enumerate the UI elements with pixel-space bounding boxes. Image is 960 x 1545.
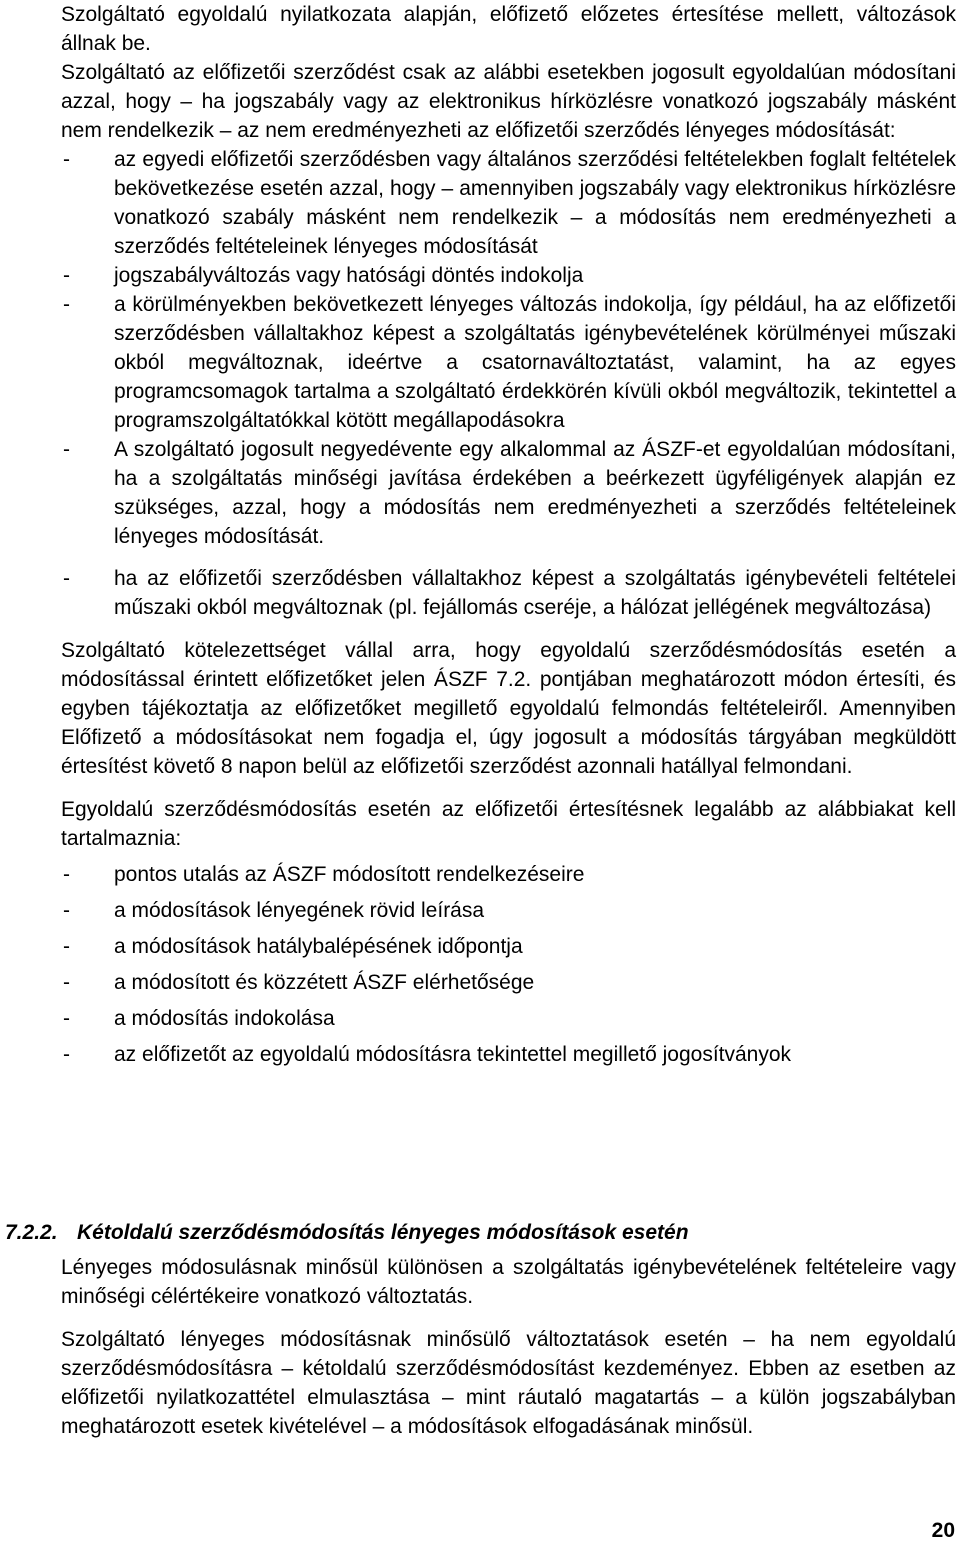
notice-intro: Egyoldalú szerződésmódosítás esetén az előfizetői értesítésnek legalább az alábbiakat kell tartalmaznia: — [61, 798, 956, 850]
list-item: - ha az előfizetői szerződésben vállaltakhoz képest a szolgáltatás igénybevételi feltételei műszaki okból megváltoznak (pl. fejállomás cseréje, a hálózat jellégének megváltozása) — [61, 564, 956, 622]
obligation-paragraph: Szolgáltató kötelezettséget vállal arra, hogy egyoldalú szerződésmódosítás esetén a módosítással érintett előfizetőket jelen ÁSZF 7.2. pontjában meghatározott módon értesíti, és egyben tájékoztatja az előfizetőket megillető egyoldalú felmondás feltételeiről. Amennyiben Előfizető a módosításokat nem fogadja el, úgy jogosult a módosítás tárgyában megküldött értesítést követő 8 napon belül az előfizetői szerződést azonnali hatállyal felmondani. — [61, 639, 956, 778]
list-item: - az egyedi előfizetői szerződésben vagy általános szerződési feltételekben foglalt feltételek bekövetkezése esetén azzal, hogy – amennyiben jogszabály vagy elektronikus hírközlésre vonatkozó szabály másként nem rendelkezik – a módosítás nem eredményezheti a szerződés feltételeinek lényeges módosítását — [61, 145, 956, 261]
intro-paragraph-1: Szolgáltató egyoldalú nyilatkozata alapján, előfizető előzetes értesítése mellett, változások állnak be. — [61, 3, 956, 55]
list-item: - a módosítások lényegének rövid leírása — [61, 896, 956, 925]
list-item: - a módosítás indokolása — [61, 1004, 956, 1033]
section-title: Kétoldalú szerződésmódosítás lényeges módosítások esetén — [77, 1221, 689, 1244]
section-paragraph-2: Szolgáltató lényeges módosításnak minősülő változtatások esetén – ha nem egyoldalú szerződésmódosításra – kétoldalú szerződésmódosítást kezdeményez. Ebben az esetben az előfizetői nyilatkozattétel elmulasztása – mint ráutaló magatartás – a külön jogszabályban meghatározott esetek kivételével – a módosítások elfogadásának minősül. — [61, 1328, 956, 1438]
document-body — [61, 0, 956, 1069]
section-number: 7.2.2. — [5, 1221, 58, 1244]
section-heading — [5, 1218, 689, 1247]
notice-items-list — [61, 860, 956, 1069]
list-item: - a körülményekben bekövetkezett lényeges változás indokolja, így például, ha az előfizetői szerződésben vállaltakhoz képest a szolgáltatás igénybevételének körülményei műszaki okból megváltoznak, ideértve a csatornaváltoztatást, valamint, ha az egyes programcsomagok tartalma a szolgáltató érdekkörén kívüli okból megváltozik, tekintettel a programszolgáltatókkal kötött megállapodásokra — [61, 290, 956, 435]
list-item: - A szolgáltató jogosult negyedévente egy alkalommal az ÁSZF-et egyoldalúan módosítani, ha a szolgáltatás minőségi javítása érdekében a beérkezett ügyféligények alapján ez szükséges, azzal, hogy a módosítás nem eredményezheti a szerződés feltételeinek lényeges módosítását. — [61, 435, 956, 551]
section-722-body — [61, 1253, 956, 1441]
list-item: - a módosított és közzétett ÁSZF elérhetősége — [61, 968, 956, 997]
intro-paragraph-2: Szolgáltató az előfizetői szerződést csak az alábbi esetekben jogosult egyoldalúan módosítani azzal, hogy – ha jogszabály vagy az elektronikus hírközlésre vonatkozó jogszabály másként nem rendelkezik – az nem eredményezheti az előfizetői szerződés lényeges módosítását: — [61, 61, 956, 142]
list-item: - pontos utalás az ÁSZF módosított rendelkezéseire — [61, 860, 956, 889]
list-item: - az előfizetőt az egyoldalú módosításra tekintettel megillető jogosítványok — [61, 1040, 956, 1069]
section-paragraph-1: Lényeges módosulásnak minősül különösen a szolgáltatás igénybevételének feltételeire vagy minőségi célértékeire vonatkozó változtatás. — [61, 1256, 956, 1308]
modification-cases-list — [61, 145, 956, 622]
list-item: - a módosítások hatálybalépésének időpontja — [61, 932, 956, 961]
list-item: - jogszabályváltozás vagy hatósági döntés indokolja — [61, 261, 956, 290]
page-number: 20 — [931, 1519, 955, 1542]
